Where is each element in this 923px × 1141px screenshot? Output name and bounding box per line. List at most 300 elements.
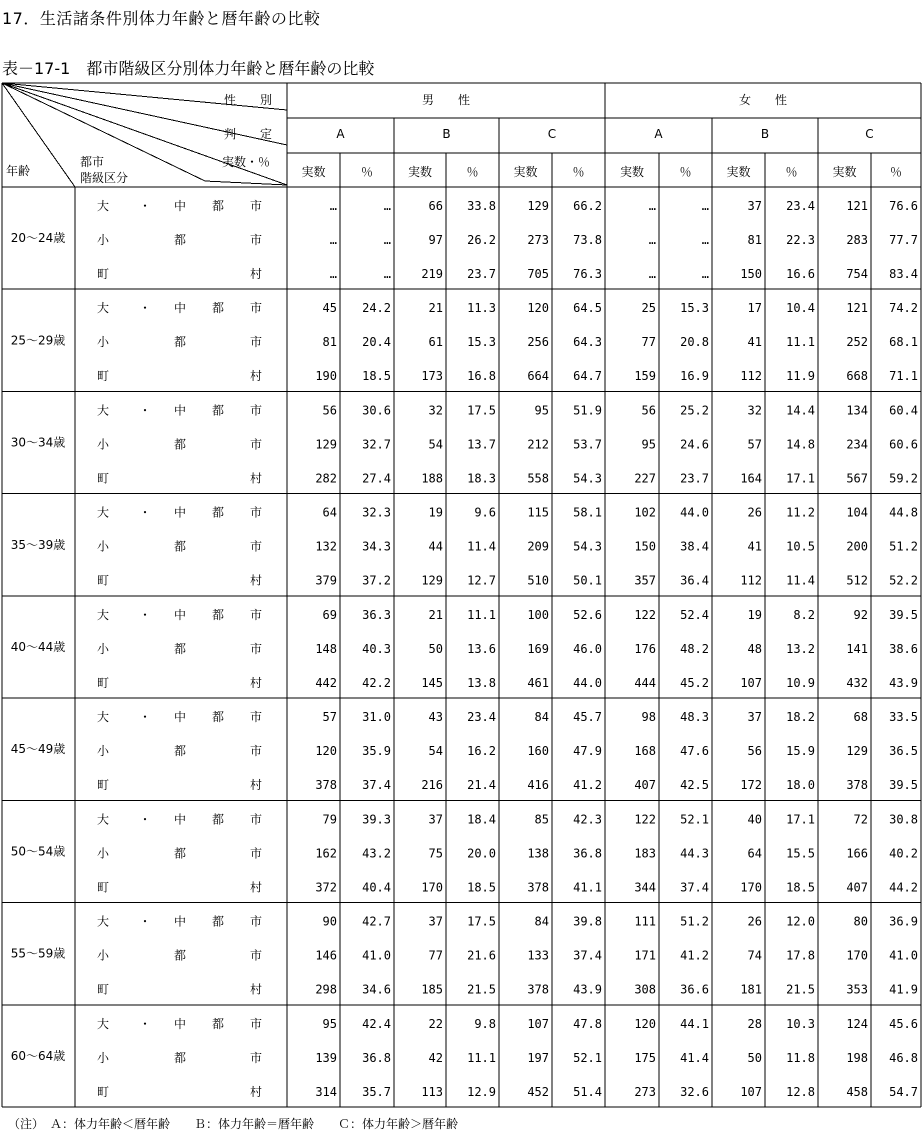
- data-cell: 81: [747, 233, 762, 247]
- age-group-label: 20～24歳: [10, 231, 66, 246]
- corner-sex-label: 性 別: [223, 93, 273, 107]
- data-cell: 22: [428, 1016, 443, 1031]
- data-cell: 159: [634, 369, 656, 384]
- data-cell: 120: [527, 301, 549, 316]
- data-cell: 48.3: [680, 710, 709, 725]
- data-cell: 11.1: [786, 335, 815, 350]
- data-cell: 19: [747, 607, 762, 622]
- data-cell: 20.8: [680, 335, 709, 350]
- data-cell: …: [648, 267, 656, 281]
- data-cell: 32.6: [680, 1084, 709, 1099]
- data-cell: 227: [634, 471, 656, 486]
- data-cell: 80: [853, 914, 868, 929]
- pct-col-header: ％: [889, 165, 903, 179]
- data-cell: 53.7: [573, 437, 602, 452]
- data-cell: 51.4: [573, 1084, 602, 1099]
- data-cell: 41.2: [680, 948, 709, 963]
- data-cell: 11.1: [467, 1050, 496, 1065]
- city-type-char: 都: [173, 335, 187, 350]
- data-cell: 461: [527, 675, 549, 690]
- city-type-char: 市: [249, 812, 263, 827]
- city-type-char: 都: [173, 233, 187, 247]
- city-type-char: ・: [138, 914, 152, 929]
- data-cell: 173: [421, 369, 443, 384]
- female-header: 女 性: [738, 93, 788, 107]
- data-cell: 252: [846, 335, 868, 350]
- data-cell: 56: [322, 403, 337, 418]
- data-cell: 23.7: [467, 267, 496, 281]
- data-cell: 378: [527, 880, 549, 895]
- data-cell: 66.2: [573, 199, 602, 213]
- city-type-char: ・: [138, 301, 152, 316]
- data-cell: 52.4: [680, 607, 709, 622]
- data-cell: 33.8: [467, 199, 496, 213]
- city-type-char: 市: [249, 846, 263, 861]
- data-cell: 150: [634, 539, 656, 554]
- city-type-char: 中: [173, 607, 187, 622]
- corner-city-label: 階級区分: [80, 171, 129, 185]
- data-cell: 41.2: [573, 778, 602, 793]
- data-cell: 197: [527, 1050, 549, 1065]
- data-cell: 23.4: [467, 710, 496, 725]
- data-cell: 134: [846, 403, 868, 418]
- city-type-char: 市: [249, 539, 263, 554]
- grade-header: B: [442, 127, 451, 141]
- data-cell: 31.0: [362, 710, 391, 725]
- city-type-char: 市: [249, 335, 263, 350]
- data-cell: 11.4: [786, 573, 815, 588]
- data-cell: 47.8: [573, 1016, 602, 1031]
- data-cell: 567: [846, 471, 868, 486]
- data-cell: 32: [428, 403, 443, 418]
- city-type-char: 市: [249, 505, 263, 520]
- data-cell: 97: [428, 233, 443, 247]
- data-cell: 10.5: [786, 539, 815, 554]
- data-cell: 379: [315, 573, 337, 588]
- data-cell: 32.3: [362, 505, 391, 520]
- data-cell: 9.8: [474, 1016, 496, 1031]
- city-type-char: 大: [96, 812, 110, 827]
- data-cell: 234: [846, 437, 868, 452]
- data-cell: 40.2: [889, 846, 918, 861]
- data-cell: 112: [740, 369, 762, 384]
- grade-header: A: [336, 127, 345, 141]
- data-cell: 37.2: [362, 573, 391, 588]
- city-type-char: 市: [249, 914, 263, 929]
- data-cell: 148: [315, 641, 337, 656]
- data-cell: 100: [527, 607, 549, 622]
- city-type-char: 大: [96, 403, 110, 418]
- data-cell: 129: [527, 199, 549, 213]
- data-cell: 26: [747, 914, 762, 929]
- corner-age-label: 年齢: [6, 164, 31, 178]
- corner-judge-label: 判 定: [223, 127, 273, 141]
- data-cell: 558: [527, 471, 549, 486]
- city-type-char: 町: [96, 573, 110, 588]
- data-cell: 372: [315, 880, 337, 895]
- age-group-label: 50～54歳: [10, 844, 66, 859]
- data-cell: 47.6: [680, 744, 709, 759]
- data-cell: 35.9: [362, 744, 391, 759]
- data-cell: 107: [740, 1084, 762, 1099]
- data-cell: 76.6: [889, 199, 918, 213]
- data-cell: 44: [428, 539, 443, 554]
- data-cell: 95: [322, 1016, 337, 1031]
- data-cell: 444: [634, 675, 656, 690]
- data-cell: 121: [846, 199, 868, 213]
- data-cell: 452: [527, 1084, 549, 1099]
- data-cell: 11.8: [786, 1050, 815, 1065]
- data-cell: 166: [846, 846, 868, 861]
- data-cell: 407: [634, 778, 656, 793]
- data-cell: 668: [846, 369, 868, 384]
- data-cell: 16.6: [786, 267, 815, 281]
- data-cell: …: [329, 199, 337, 213]
- data-cell: 37.4: [680, 880, 709, 895]
- data-cell: 298: [315, 982, 337, 997]
- data-cell: 23.4: [786, 199, 815, 213]
- data-cell: 54.3: [573, 539, 602, 554]
- data-cell: 18.2: [786, 710, 815, 725]
- city-type-char: 小: [96, 539, 110, 554]
- data-cell: 16.2: [467, 744, 496, 759]
- data-cell: 181: [740, 982, 762, 997]
- data-cell: 45: [322, 301, 337, 316]
- data-cell: 44.0: [573, 675, 602, 690]
- city-type-char: ・: [138, 505, 152, 520]
- data-cell: 19: [428, 505, 443, 520]
- data-cell: 13.6: [467, 641, 496, 656]
- data-cell: 40.3: [362, 641, 391, 656]
- data-cell: 171: [634, 948, 656, 963]
- pct-col-header: ％: [572, 165, 585, 179]
- data-cell: 11.9: [786, 369, 815, 384]
- data-cell: 41.0: [889, 948, 918, 963]
- data-cell: 24.2: [362, 301, 391, 316]
- data-cell: 36.6: [680, 982, 709, 997]
- data-cell: 42.2: [362, 675, 391, 690]
- data-cell: 17.8: [786, 948, 815, 963]
- data-cell: 12.8: [786, 1084, 815, 1099]
- male-header: 男 性: [421, 93, 471, 107]
- city-type-char: 町: [96, 880, 110, 895]
- data-cell: 37: [747, 199, 762, 213]
- data-cell: 61: [428, 335, 443, 350]
- data-cell: 41.4: [680, 1050, 709, 1065]
- data-cell: 77.7: [889, 233, 918, 247]
- data-cell: 512: [846, 573, 868, 588]
- city-type-char: 市: [249, 403, 263, 418]
- city-type-char: 都: [211, 812, 225, 827]
- city-type-char: 都: [173, 641, 187, 656]
- grade-header: C: [865, 127, 874, 141]
- city-type-char: 都: [211, 301, 225, 316]
- count-col-header: 実数: [832, 165, 857, 179]
- data-cell: 64.5: [573, 301, 602, 316]
- data-cell: 22.3: [786, 233, 815, 247]
- data-cell: 36.5: [889, 744, 918, 759]
- data-cell: 36.4: [680, 573, 709, 588]
- corner-city-label: 都市: [80, 155, 105, 169]
- data-cell: …: [329, 267, 337, 281]
- data-cell: 170: [421, 880, 443, 895]
- data-cell: 44.2: [889, 880, 918, 895]
- data-cell: 43.9: [573, 982, 602, 997]
- data-cell: 212: [527, 437, 549, 452]
- data-cell: 57: [322, 710, 337, 725]
- data-cell: 48: [747, 641, 762, 656]
- data-cell: 12.7: [467, 573, 496, 588]
- data-cell: 60.6: [889, 437, 918, 452]
- city-type-char: 中: [173, 199, 187, 213]
- age-group-label: 45～49歳: [10, 742, 66, 757]
- data-cell: 10.9: [786, 675, 815, 690]
- data-cell: 107: [527, 1016, 549, 1031]
- data-cell: 50: [747, 1050, 762, 1065]
- data-cell: 160: [527, 744, 549, 759]
- data-cell: 37.4: [573, 948, 602, 963]
- data-cell: 23.7: [680, 471, 709, 486]
- data-cell: 51.2: [889, 539, 918, 554]
- data-cell: 57: [747, 437, 762, 452]
- data-cell: 200: [846, 539, 868, 554]
- city-type-char: 市: [249, 301, 263, 316]
- data-cell: …: [329, 233, 337, 247]
- data-cell: 84: [534, 914, 549, 929]
- data-cell: 282: [315, 471, 337, 486]
- data-cell: 36.8: [362, 1050, 391, 1065]
- data-cell: 40: [747, 812, 762, 827]
- data-cell: 42.4: [362, 1016, 391, 1031]
- city-type-char: 町: [96, 471, 110, 486]
- data-cell: 145: [421, 675, 443, 690]
- data-cell: 24.6: [680, 437, 709, 452]
- data-cell: 378: [527, 982, 549, 997]
- data-cell: 21.5: [467, 982, 496, 997]
- city-type-char: 都: [211, 199, 225, 213]
- data-cell: 76.3: [573, 267, 602, 281]
- city-type-char: 町: [96, 267, 110, 281]
- data-cell: 664: [527, 369, 549, 384]
- data-cell: 14.4: [786, 403, 815, 418]
- data-cell: 54: [428, 744, 443, 759]
- data-cell: 314: [315, 1084, 337, 1099]
- data-cell: 190: [315, 369, 337, 384]
- city-type-char: 町: [96, 778, 110, 793]
- data-cell: 46.0: [573, 641, 602, 656]
- data-cell: 510: [527, 573, 549, 588]
- data-cell: 175: [634, 1050, 656, 1065]
- city-type-char: 小: [96, 233, 110, 247]
- city-type-char: 大: [96, 607, 110, 622]
- city-type-char: 市: [249, 641, 263, 656]
- data-cell: 111: [634, 914, 656, 929]
- data-cell: 168: [634, 744, 656, 759]
- data-cell: 30.6: [362, 403, 391, 418]
- data-cell: 14.8: [786, 437, 815, 452]
- city-type-char: 大: [96, 199, 110, 213]
- data-cell: 36.9: [889, 914, 918, 929]
- data-cell: 308: [634, 982, 656, 997]
- data-cell: 64: [322, 505, 337, 520]
- data-cell: 71.1: [889, 369, 918, 384]
- data-cell: 353: [846, 982, 868, 997]
- age-group-label: 40～44歳: [10, 640, 66, 654]
- data-cell: 133: [527, 948, 549, 963]
- data-cell: 32.7: [362, 437, 391, 452]
- city-type-char: 小: [96, 437, 110, 452]
- data-cell: 26.2: [467, 233, 496, 247]
- data-cell: 56: [641, 403, 656, 418]
- data-cell: 64: [747, 846, 762, 861]
- city-type-char: 都: [211, 1016, 225, 1031]
- data-cell: 54.3: [573, 471, 602, 486]
- city-type-char: 大: [96, 1016, 110, 1031]
- data-cell: 85: [534, 812, 549, 827]
- data-cell: 357: [634, 573, 656, 588]
- data-cell: 18.3: [467, 471, 496, 486]
- data-cell: 52.2: [889, 573, 918, 588]
- data-cell: 74: [747, 948, 762, 963]
- data-cell: …: [383, 233, 391, 247]
- data-cell: 11.4: [467, 539, 496, 554]
- data-cell: 43.9: [889, 675, 918, 690]
- data-cell: 41: [747, 335, 762, 350]
- data-cell: 13.7: [467, 437, 496, 452]
- data-cell: 15.9: [786, 744, 815, 759]
- data-cell: 185: [421, 982, 443, 997]
- data-cell: 17.5: [467, 403, 496, 418]
- city-type-char: 中: [173, 403, 187, 418]
- data-cell: 38.4: [680, 539, 709, 554]
- data-cell: 68.1: [889, 335, 918, 350]
- data-cell: 170: [846, 948, 868, 963]
- corner-diagonal: [205, 181, 287, 185]
- data-cell: 21.4: [467, 778, 496, 793]
- data-cell: 122: [634, 812, 656, 827]
- data-cell: 138: [527, 846, 549, 861]
- data-cell: 69: [322, 607, 337, 622]
- data-cell: 15.3: [467, 335, 496, 350]
- data-cell: 72: [853, 812, 868, 827]
- count-col-header: 実数: [407, 165, 433, 179]
- data-cell: 26: [747, 505, 762, 520]
- data-cell: 79: [322, 812, 337, 827]
- data-cell: 45.6: [889, 1016, 918, 1031]
- city-type-char: 市: [249, 710, 263, 725]
- city-type-char: 市: [249, 199, 263, 213]
- data-cell: 21.5: [786, 982, 815, 997]
- footnote: （注） Ａ：体力年齢＜暦年齢 Ｂ：体力年齢＝暦年齢 Ｃ：体力年齢＞暦年齢: [8, 1117, 459, 1131]
- city-type-char: 村: [249, 982, 263, 997]
- data-cell: 43: [428, 710, 443, 725]
- age-group-label: 30～34歳: [10, 435, 66, 450]
- city-type-char: ・: [138, 1016, 152, 1031]
- data-cell: 39.5: [889, 778, 918, 793]
- data-cell: 35.7: [362, 1084, 391, 1099]
- data-cell: 21: [428, 301, 443, 316]
- data-cell: 52.1: [680, 812, 709, 827]
- data-cell: 122: [634, 607, 656, 622]
- count-col-header: 実数: [726, 165, 751, 179]
- data-cell: 121: [846, 301, 868, 316]
- data-cell: 162: [315, 846, 337, 861]
- data-cell: 102: [634, 505, 656, 520]
- city-type-char: 中: [173, 812, 187, 827]
- data-cell: 41.0: [362, 948, 391, 963]
- data-cell: 41.1: [573, 880, 602, 895]
- data-cell: 95: [641, 437, 656, 452]
- count-col-header: 実数: [301, 165, 326, 179]
- data-cell: 183: [634, 846, 656, 861]
- data-cell: 21: [428, 607, 443, 622]
- data-cell: 15.5: [786, 846, 815, 861]
- data-cell: 34.3: [362, 539, 391, 554]
- data-cell: 90: [322, 914, 337, 929]
- data-cell: 47.9: [573, 744, 602, 759]
- data-cell: 139: [315, 1050, 337, 1065]
- data-cell: 44.3: [680, 846, 709, 861]
- data-cell: 34.6: [362, 982, 391, 997]
- city-type-char: 中: [173, 1016, 187, 1031]
- city-type-char: ・: [138, 607, 152, 622]
- data-cell: 41.9: [889, 982, 918, 997]
- city-type-char: 都: [211, 403, 225, 418]
- data-cell: …: [701, 199, 709, 213]
- data-cell: 458: [846, 1084, 868, 1099]
- data-cell: 54.7: [889, 1084, 918, 1099]
- data-cell: 45.7: [573, 710, 602, 725]
- city-type-char: 大: [96, 914, 110, 929]
- data-cell: 416: [527, 778, 549, 793]
- data-cell: 188: [421, 471, 443, 486]
- data-cell: 129: [315, 437, 337, 452]
- data-cell: 11.1: [467, 607, 496, 622]
- data-cell: …: [701, 267, 709, 281]
- city-type-char: 市: [249, 233, 263, 247]
- data-cell: 36.8: [573, 846, 602, 861]
- data-cell: 59.2: [889, 471, 918, 486]
- data-cell: 58.1: [573, 505, 602, 520]
- data-cell: 43.2: [362, 846, 391, 861]
- city-type-char: 都: [173, 539, 187, 554]
- corner-measure-label: 実数・％: [221, 155, 271, 169]
- data-cell: 198: [846, 1050, 868, 1065]
- data-cell: 18.5: [467, 880, 496, 895]
- city-type-char: 市: [249, 1050, 263, 1065]
- data-cell: 13.2: [786, 641, 815, 656]
- data-cell: 113: [421, 1084, 443, 1099]
- city-type-char: ・: [138, 710, 152, 725]
- data-cell: 64.3: [573, 335, 602, 350]
- data-cell: 77: [641, 335, 656, 350]
- city-type-char: 小: [96, 1050, 110, 1065]
- city-type-char: 町: [96, 982, 110, 997]
- city-type-char: 大: [96, 505, 110, 520]
- city-type-char: 大: [96, 301, 110, 316]
- city-type-char: 町: [96, 369, 110, 384]
- data-cell: 12.0: [786, 914, 815, 929]
- city-type-char: 村: [249, 880, 263, 895]
- data-cell: 50: [428, 641, 443, 656]
- city-type-char: 小: [96, 744, 110, 759]
- data-cell: 283: [846, 233, 868, 247]
- city-type-char: 町: [96, 1084, 110, 1099]
- data-cell: 73.8: [573, 233, 602, 247]
- city-type-char: 中: [173, 914, 187, 929]
- city-type-char: 都: [211, 505, 225, 520]
- city-type-char: 村: [249, 267, 263, 281]
